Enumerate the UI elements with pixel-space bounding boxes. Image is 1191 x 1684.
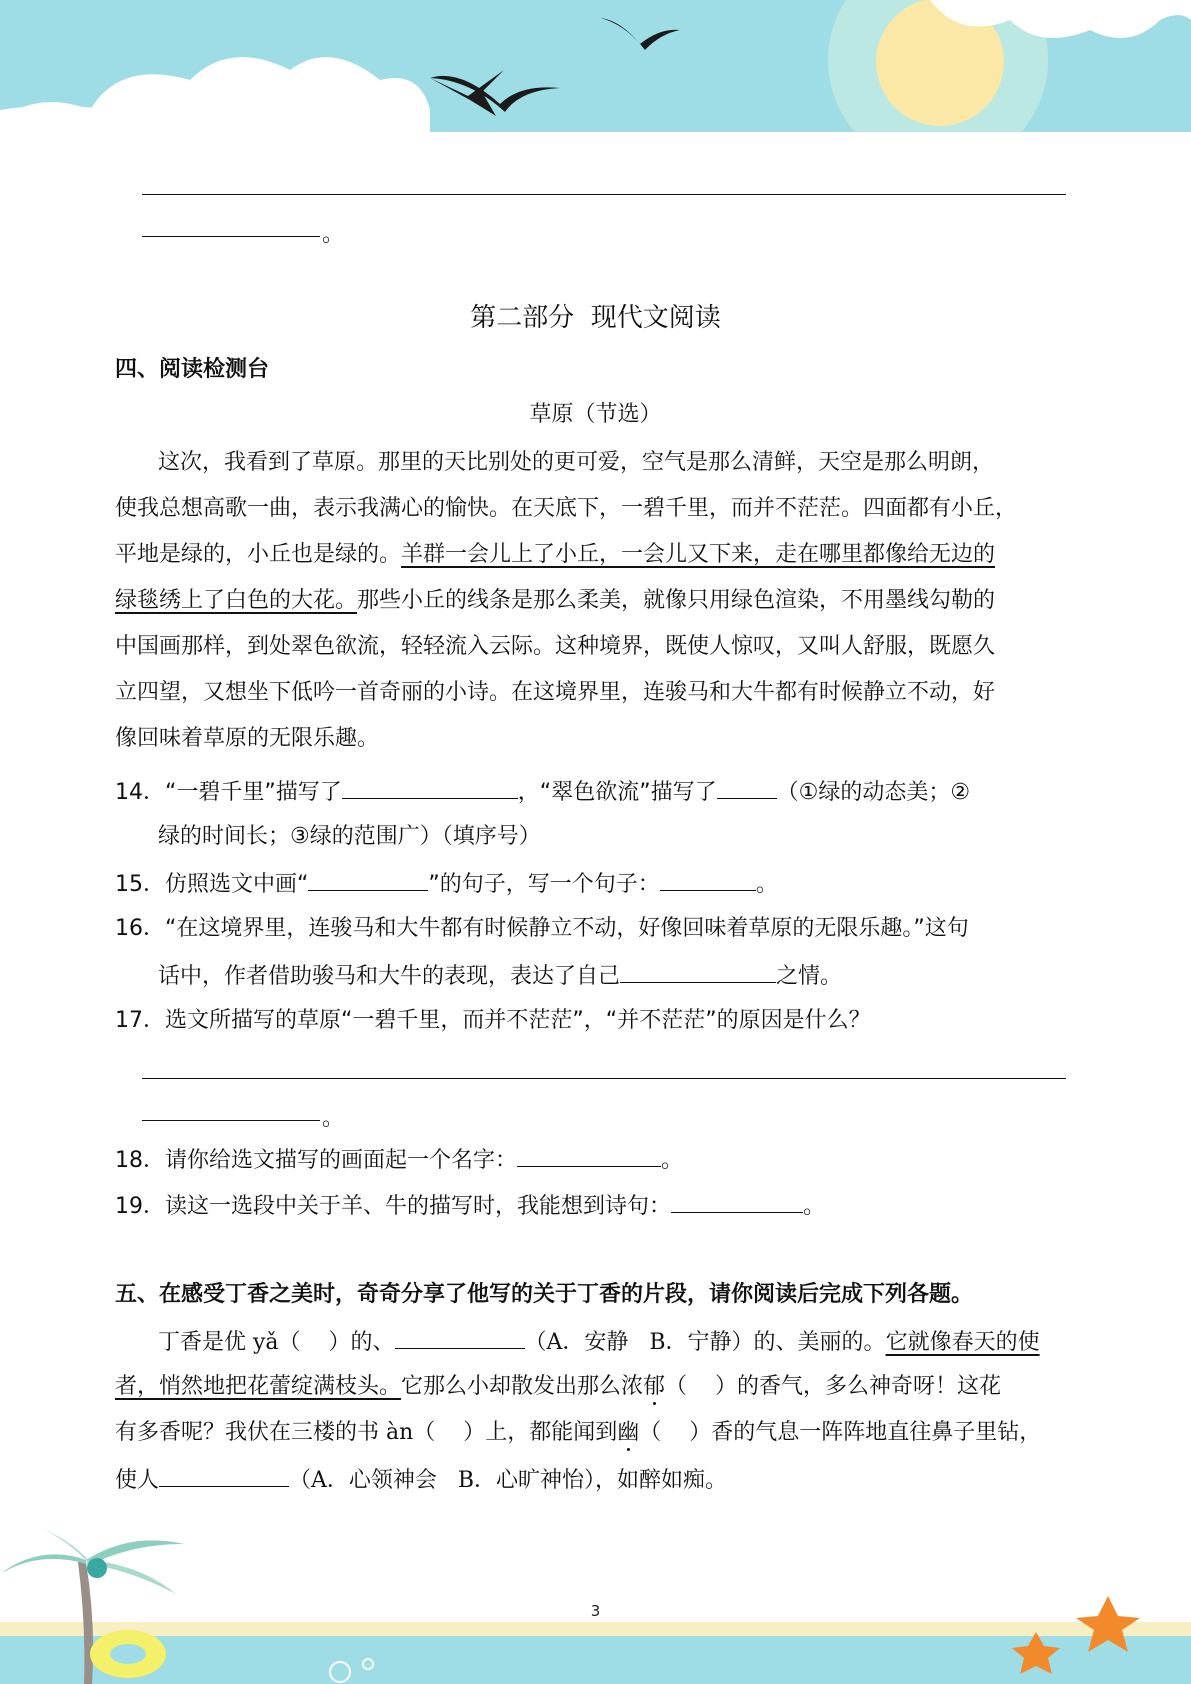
passage-line-3-text: 平地是绿的，小丘也是绿的。	[115, 542, 402, 567]
q5-line-3-text-c: （ ）香的气息一阵阵地直往鼻子里钻，	[639, 1420, 1042, 1445]
q14-text-a: 14．“一碧千里”描写了	[115, 780, 342, 805]
dotted-char-you: 幽	[617, 1420, 640, 1445]
passage-line-6: 立四望，又想坐下低吟一首奇丽的小诗。在这境界里，连骏马和大牛都有时候静立不动，好	[115, 680, 996, 705]
q5-underlined-part-2: 者，悄然地把花蕾绽满枝头。	[115, 1374, 402, 1399]
footer-beach-banner	[0, 1504, 1191, 1684]
q17-answer-end: 。	[322, 1106, 345, 1131]
q5-line-4-text-a: 使人	[115, 1468, 160, 1493]
q18-text-a: 18．请你给选文描写的画面起一个名字：	[115, 1148, 517, 1173]
passage-line-5: 中国画那样，到处翠色欲流，轻轻流入云际。这种境界，既使人惊叹，又叫人舒服，既愿久	[115, 634, 996, 659]
q5-blank-2[interactable]	[159, 1464, 289, 1487]
q5-line-1	[158, 1326, 1040, 1358]
q19-text-c: 。	[803, 1194, 826, 1219]
top-answer-end: 。	[322, 222, 345, 247]
underlined-sentence-part-2: 绿毯绣上了白色的大花。	[115, 588, 358, 613]
q5-heading: 五、在感受丁香之美时，奇奇分享了他写的关于丁香的片段，请你阅读后完成下列各题。	[115, 1282, 974, 1307]
question-16: 16．“在这境界里，连骏马和大牛都有时候静立不动，好像回味着草原的无限乐趣。”这句	[115, 916, 969, 941]
q5-line-2-text-c: （ ）的香气，多么神奇呀！这花	[665, 1374, 1002, 1399]
question-16-cont	[158, 960, 842, 992]
q5-blank-1[interactable]	[395, 1326, 525, 1349]
q17-answer-line-2[interactable]	[142, 1120, 320, 1121]
q15-text-b: ”的句子，写一个句子：	[428, 872, 660, 897]
passage-line-2: 使我总想高歌一曲，表示我满心的愉快。在天底下，一碧千里，而并不茫茫。四面都有小丘，	[115, 496, 1018, 521]
passage-line-4-text: 那些小丘的线条是那么柔美，就像只用绿色渲染，不用墨线勾勒的	[357, 588, 996, 613]
question-14	[115, 776, 970, 808]
answer-line-top-2[interactable]	[142, 236, 320, 237]
q15-text-c: 。	[755, 872, 778, 897]
q5-line-2-text-b: 它那么小却散发出那么浓	[401, 1374, 644, 1399]
question-19	[115, 1190, 825, 1222]
q15-blank-2[interactable]	[660, 868, 756, 891]
passage-line-3	[115, 540, 995, 570]
passage-line-1: 这次，我看到了草原。那里的天比别处的更可爱，空气是那么清鲜，天空是那么明朗，	[158, 450, 995, 475]
question-15	[115, 868, 778, 900]
q5-line-4-text-b: （A．心领神会 B．心旷神怡），如醉如痴。	[289, 1468, 728, 1493]
q5-underlined-part-1: 它就像春天的使	[885, 1330, 1040, 1355]
passage-line-4	[115, 586, 995, 616]
q16-text-b: 话中，作者借助骏马和大牛的表现，表达了自己	[158, 964, 621, 989]
q15-blank-1[interactable]	[308, 868, 428, 891]
q14-text-b: ，“翠色欲流”描写了	[517, 780, 717, 805]
section-title: 第二部分 现代文阅读	[470, 303, 721, 333]
q18-blank[interactable]	[517, 1144, 661, 1167]
q16-blank[interactable]	[620, 960, 776, 983]
q5-line-4	[115, 1464, 727, 1496]
answer-line-top-1[interactable]	[142, 194, 1066, 195]
q15-text-a: 15．仿照选文中画“	[115, 872, 309, 897]
question-17: 17．选文所描写的草原“一碧千里，而并不茫茫”，“并不茫茫”的原因是什么？	[115, 1008, 871, 1033]
q14-blank-1[interactable]	[342, 776, 518, 799]
dotted-char-yu: 郁	[643, 1374, 666, 1399]
passage-line-7: 像回味着草原的无限乐趣。	[115, 726, 380, 751]
underlined-sentence-part-1: 羊群一会儿上了小丘，一会儿又下来，走在哪里都像给无边的	[401, 542, 996, 567]
q17-answer-line-1[interactable]	[142, 1078, 1066, 1079]
q5-line-1-text-b: （A．安静 B．宁静）的、美丽的。	[524, 1330, 886, 1355]
q18-text-c: 。	[661, 1148, 684, 1173]
q19-blank[interactable]	[671, 1190, 803, 1213]
q4-heading: 四、阅读检测台	[115, 357, 270, 382]
q19-text-a: 19．读这一选段中关于羊、牛的描写时，我能想到诗句：	[115, 1194, 671, 1219]
q14-blank-2[interactable]	[717, 776, 777, 799]
passage-title: 草原（节选）	[529, 402, 662, 427]
q5-line-3-text-a: 有多香呢？我伏在三楼的书 àn（ ）上，都能闻到	[115, 1420, 618, 1445]
q14-text-c: （①绿的动态美；②	[776, 780, 971, 805]
q5-line-3	[115, 1418, 1041, 1448]
q5-line-2	[115, 1372, 1001, 1402]
header-sky-banner	[0, 0, 1191, 132]
question-14-cont: 绿的时间长；③绿的范围广）（填序号）	[158, 824, 541, 849]
q16-text-c: 之情。	[776, 964, 843, 989]
page-number: 3	[590, 1602, 601, 1620]
q5-line-1-text-a: 丁香是优 yǎ（ ）的、	[158, 1330, 395, 1355]
palm-leaf-icon	[0, 1554, 86, 1574]
question-18	[115, 1144, 683, 1176]
